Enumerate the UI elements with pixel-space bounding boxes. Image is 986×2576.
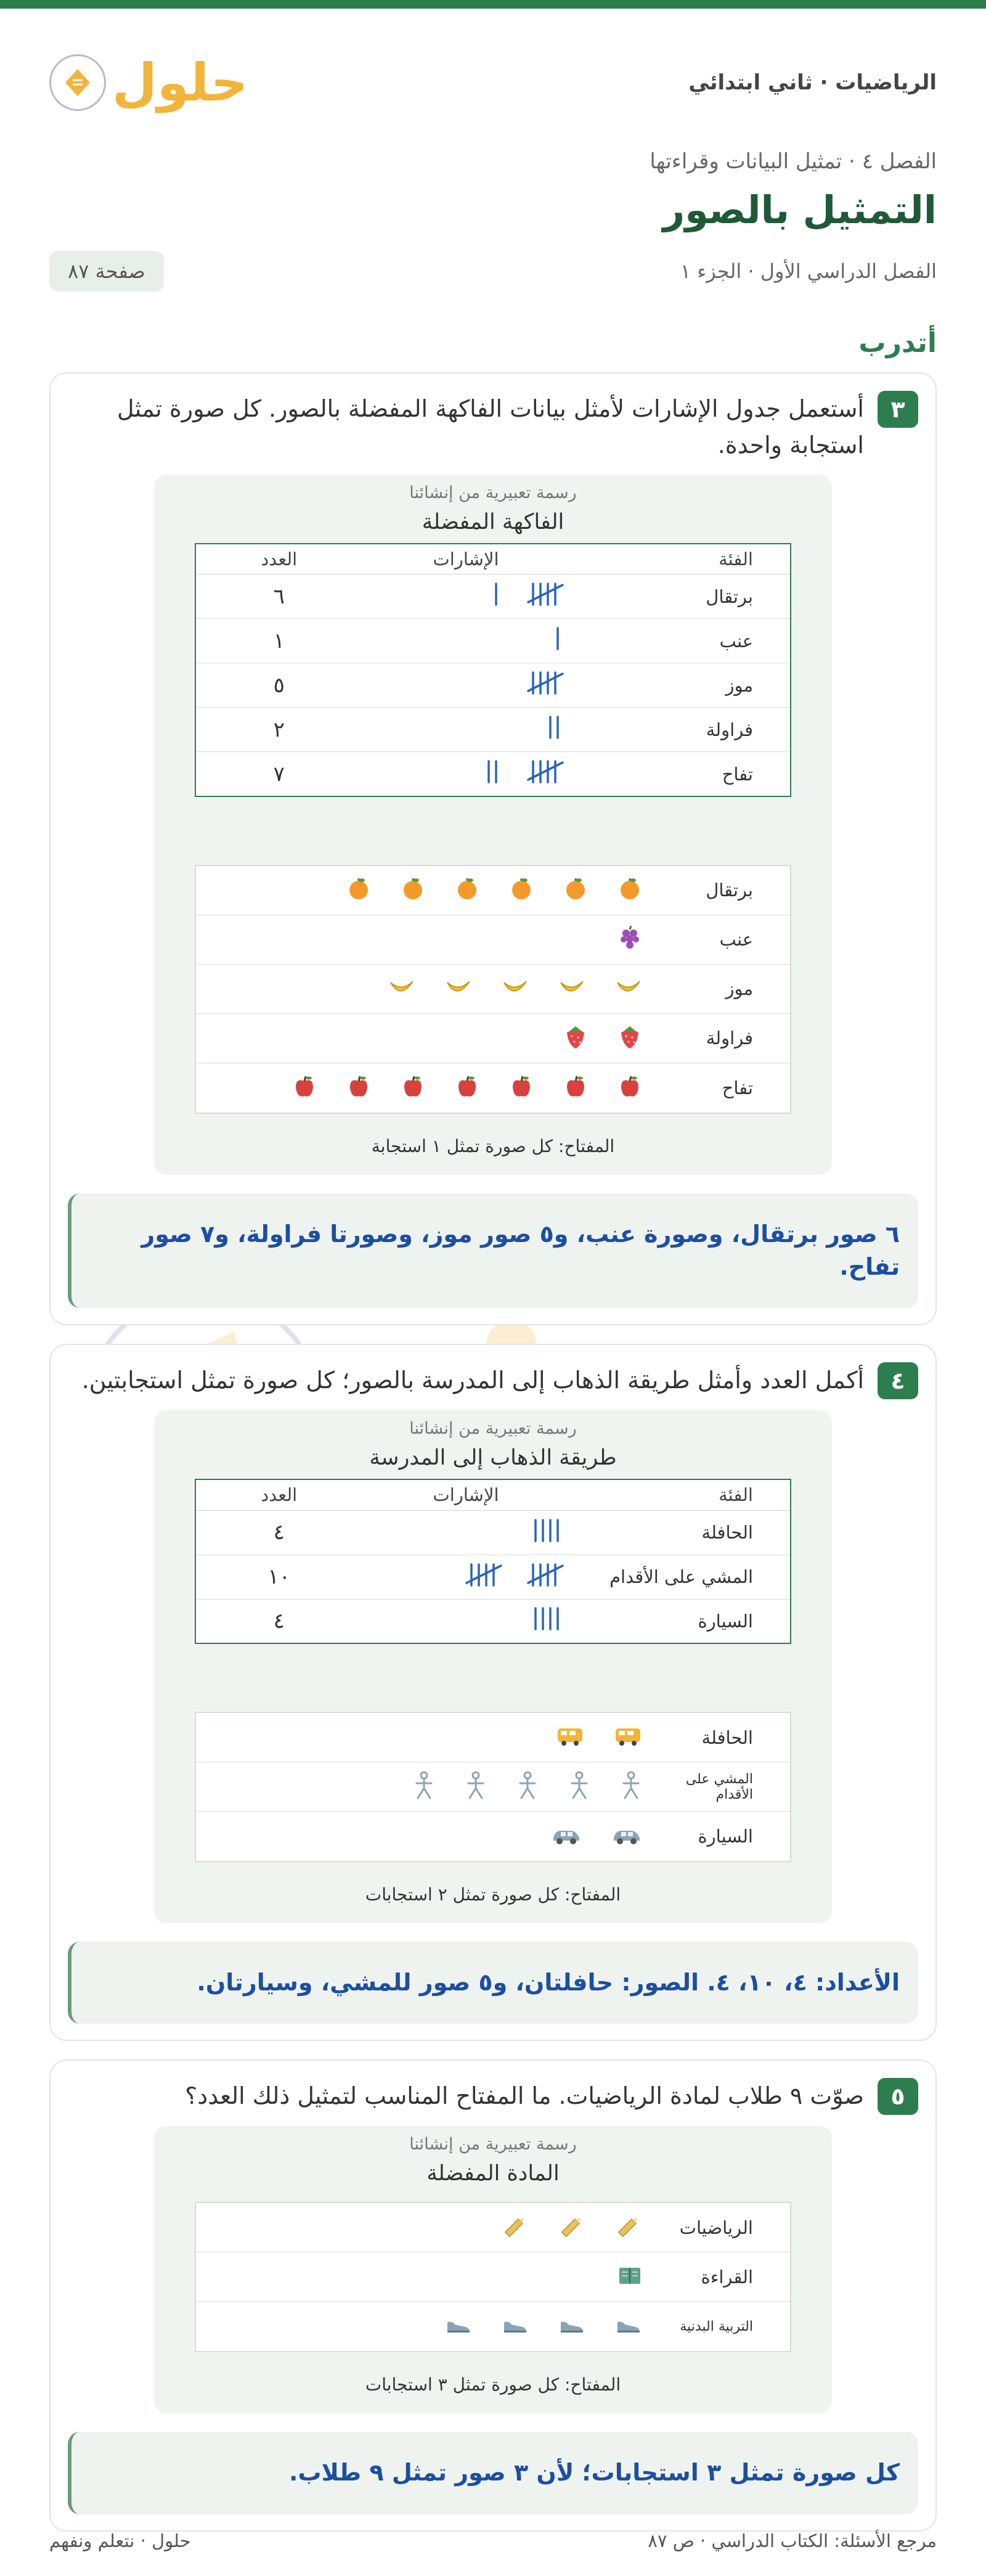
figure-fruit: [154, 475, 832, 1175]
tally-row: [195, 1555, 791, 1599]
pencil-icon: [558, 2213, 585, 2243]
section-title: أتدرب: [858, 327, 937, 359]
row-tally: [362, 619, 588, 663]
banana-icon: [615, 975, 642, 1002]
tally-row: [195, 619, 791, 663]
strawberry-icon: [617, 1024, 642, 1052]
semester-label: الفصل الدراسي الأول · الجزء ١: [680, 260, 937, 283]
picture-row-icons: [556, 1726, 648, 1749]
header-category: الفئة: [589, 544, 791, 574]
tally-marks: [531, 1516, 570, 1545]
row-tally: [362, 663, 588, 708]
chapter-label: الفصل ٤ · تمثيل البيانات وقراءتها: [650, 149, 937, 174]
orange-icon: [509, 877, 534, 904]
picture-row-label: فراولة: [706, 1028, 753, 1049]
bus-icon: [556, 1726, 584, 1749]
walker-icon: [568, 1771, 590, 1803]
picture-row-icons: [413, 1771, 648, 1803]
picture-row-label: الرياضيات: [679, 2217, 753, 2238]
picture-row-label: القراءة: [701, 2266, 753, 2288]
picture-row-label: موز: [725, 978, 753, 1000]
tally-group-mark: [526, 580, 570, 608]
figure-school-travel: [154, 1410, 832, 1923]
picture-row-label: برتقال: [706, 880, 753, 901]
picture-row-icons: [563, 1024, 648, 1052]
apple-icon: [509, 1074, 534, 1102]
question-card-3: [49, 372, 937, 1325]
row-category: تفاح: [722, 763, 753, 785]
figure-note: رسمة تعبيرية من إنشائنا: [409, 2135, 577, 2154]
apple-icon: [455, 1074, 479, 1102]
banana-icon: [388, 975, 415, 1002]
banana-icon: [558, 975, 585, 1002]
answer-text: الأعداد: ٤، ١٠، ٤. الصور: حافلتان، و٥ صور للمشي، وسيارتان.: [197, 1969, 900, 1997]
page-footer: [0, 2530, 986, 2551]
row-count: ٧: [273, 761, 285, 787]
tally-table: [195, 543, 791, 797]
graph-key: المفتاح: كل صورة تمثل ٣ استجابات: [365, 2374, 621, 2395]
orange-icon: [563, 877, 588, 904]
tally-marks: [531, 1605, 570, 1633]
figure-note: رسمة تعبيرية من إنشائنا: [409, 483, 577, 502]
header-count: العدد: [195, 1479, 362, 1510]
picture-row-icons: [617, 925, 648, 954]
answer-text: ٦ صور برتقال، وصورة عنب، و٥ صور موز، وصورتا فراولة، و٧ صور تفاح.: [141, 1220, 900, 1280]
question-number: ٣: [878, 391, 918, 428]
page-header: [49, 9, 937, 144]
row-count: ٦: [195, 574, 362, 619]
orange-icon: [617, 877, 642, 904]
footer-brand: حلول · نتعلم ونفهم: [49, 2530, 191, 2551]
tally-group-mark: [526, 1561, 570, 1589]
car-icon: [551, 1825, 582, 1848]
shoe-icon: [502, 2316, 529, 2337]
row-category: موز: [589, 663, 791, 708]
apple-icon: [617, 1074, 642, 1102]
answer-box: [68, 1193, 918, 1308]
picture-row-icons: [292, 1074, 648, 1102]
row-count: ١: [195, 619, 362, 663]
picture-row: [196, 965, 790, 1014]
tally-row: [195, 574, 791, 619]
apple-icon: [346, 1074, 371, 1102]
question-number: ٤: [878, 1362, 918, 1399]
figure-title: المادة المفضلة: [426, 2161, 560, 2186]
picture-row-icons: [388, 975, 648, 1002]
tally-group-mark: [526, 758, 570, 786]
picture-row: [196, 1014, 790, 1063]
picture-graph: [195, 2202, 791, 2352]
shoe-icon: [615, 2316, 642, 2337]
question-text: أستعمل جدول الإشارات لأمثل بيانات الفاكهة المفضلة بالصور. كل صورة تمثل استجابة واحدة.: [117, 395, 864, 459]
row-category: السيارة: [698, 1610, 753, 1632]
orange-icon: [401, 877, 425, 904]
figure-note: رسمة تعبيرية من إنشائنا: [409, 1419, 577, 1439]
tally-marks: [491, 580, 508, 608]
graph-key: المفتاح: كل صورة تمثل ١ استجابة: [371, 1135, 615, 1156]
tally-group-mark: [464, 1561, 508, 1589]
picture-row-icons: [346, 877, 648, 904]
banana-icon: [445, 975, 472, 1002]
question-text: صوّت ٩ طلاب لمادة الرياضيات. ما المفتاح المناسب لتمثيل ذلك العدد؟: [185, 2082, 864, 2110]
row-tally: [362, 1599, 588, 1643]
tally-row: [195, 752, 791, 796]
tally-row: [195, 663, 791, 708]
picture-row: [196, 1812, 790, 1861]
picture-row-label: التربية البدنية: [680, 2318, 753, 2334]
top-accent-bar: [0, 0, 986, 9]
figure-favorite-subject: [154, 2126, 832, 2413]
row-tally: [362, 1510, 588, 1555]
row-tally: [362, 574, 588, 619]
picture-row: [196, 2252, 790, 2302]
picture-row-label: تفاح: [722, 1077, 753, 1098]
answer-box: [68, 1942, 918, 2024]
header-category: الفئة: [589, 1479, 791, 1510]
question-text: أكمل العدد وأمثل طريقة الذهاب إلى المدرسة بالصور؛ كل صورة تمثل استجابتين.: [81, 1367, 864, 1394]
logo-wordmark: حلول: [112, 52, 248, 113]
figure-title: طريقة الذهاب إلى المدرسة: [369, 1445, 617, 1471]
picture-row: [196, 1063, 790, 1113]
strawberry-icon: [563, 1024, 588, 1052]
row-count: ٤: [273, 1608, 285, 1634]
site-logo[interactable]: [49, 54, 248, 111]
picture-row-icons: [617, 2265, 648, 2289]
tally-table: [195, 1479, 791, 1644]
answer-text: كل صورة تمثل ٣ استجابات؛ لأن ٣ صور تمثل ٩ طلاب.: [288, 2459, 900, 2487]
question-card-4: [49, 1344, 937, 2041]
picture-row-label: الحافلة: [701, 1727, 753, 1748]
tally-row: [195, 1599, 791, 1643]
picture-row: [196, 915, 790, 965]
tally-marks: [545, 713, 570, 742]
picture-row: [196, 2203, 790, 2252]
shoe-icon: [558, 2316, 585, 2337]
picture-row-label: المشي على الأقدام: [685, 1771, 753, 1802]
tally-marks: [553, 624, 570, 653]
tally-row: [195, 708, 791, 752]
row-count: ١٠: [195, 1555, 362, 1599]
apple-icon: [563, 1074, 588, 1102]
row-category: عنب: [589, 619, 791, 663]
picture-row: [196, 1762, 790, 1812]
row-tally: [362, 708, 588, 752]
tally-group-mark: [526, 669, 570, 697]
row-tally: [362, 1555, 588, 1599]
row-category: الحافلة: [589, 1510, 791, 1555]
question-card-5: [49, 2059, 937, 2531]
answer-box: [68, 2432, 918, 2514]
row-count: ٤: [195, 1510, 362, 1555]
row-count: ٢: [195, 708, 362, 752]
header-count: العدد: [195, 544, 362, 574]
row-count: ٥: [195, 663, 362, 708]
orange-icon: [346, 877, 371, 904]
apple-icon: [401, 1074, 425, 1102]
question-number: ٥: [878, 2078, 918, 2115]
pencil-icon: [502, 2213, 529, 2243]
picture-row-label: السيارة: [698, 1826, 753, 1847]
apple-icon: [292, 1074, 317, 1102]
walker-icon: [516, 1771, 539, 1803]
orange-icon: [455, 877, 479, 904]
logo-emblem-icon: [49, 54, 106, 111]
pencil-icon: [615, 2213, 642, 2243]
row-category: المشي على الأقدام: [589, 1555, 791, 1599]
grapes-icon: [617, 925, 642, 954]
row-category: فراولة: [589, 708, 791, 752]
picture-row: [196, 1713, 790, 1762]
picture-row-icons: [551, 1825, 648, 1848]
banana-icon: [502, 975, 529, 1002]
walker-icon: [465, 1771, 487, 1803]
row-tally: [362, 752, 588, 796]
bus-icon: [614, 1726, 642, 1749]
page-title: التمثيل بالصور: [662, 187, 937, 232]
shoe-icon: [445, 2316, 472, 2337]
picture-row: [196, 866, 790, 915]
car-icon: [611, 1825, 642, 1848]
page-number-badge: صفحة ٨٧: [49, 251, 164, 292]
picture-graph: [195, 865, 791, 1114]
book-icon: [617, 2265, 642, 2289]
footer-reference: مرجع الأسئلة: الكتاب الدراسي · ص ٨٧: [648, 2530, 937, 2551]
walker-icon: [413, 1771, 435, 1803]
picture-row: [196, 2302, 790, 2351]
picture-graph: [195, 1712, 791, 1862]
subject-label: الرياضيات · ثاني ابتدائي: [688, 70, 937, 95]
picture-row-label: عنب: [719, 929, 753, 951]
picture-row-icons: [445, 2316, 648, 2337]
tally-marks: [484, 758, 508, 786]
header-tally: الإشارات: [362, 544, 588, 574]
figure-title: الفاكهة المفضلة: [422, 509, 564, 534]
picture-row-icons: [502, 2213, 648, 2243]
row-category: برتقال: [589, 574, 791, 619]
tally-row: [195, 1510, 791, 1555]
walker-icon: [620, 1771, 642, 1803]
header-tally: الإشارات: [362, 1479, 588, 1510]
graph-key: المفتاح: كل صورة تمثل ٢ استجابات: [365, 1884, 621, 1905]
